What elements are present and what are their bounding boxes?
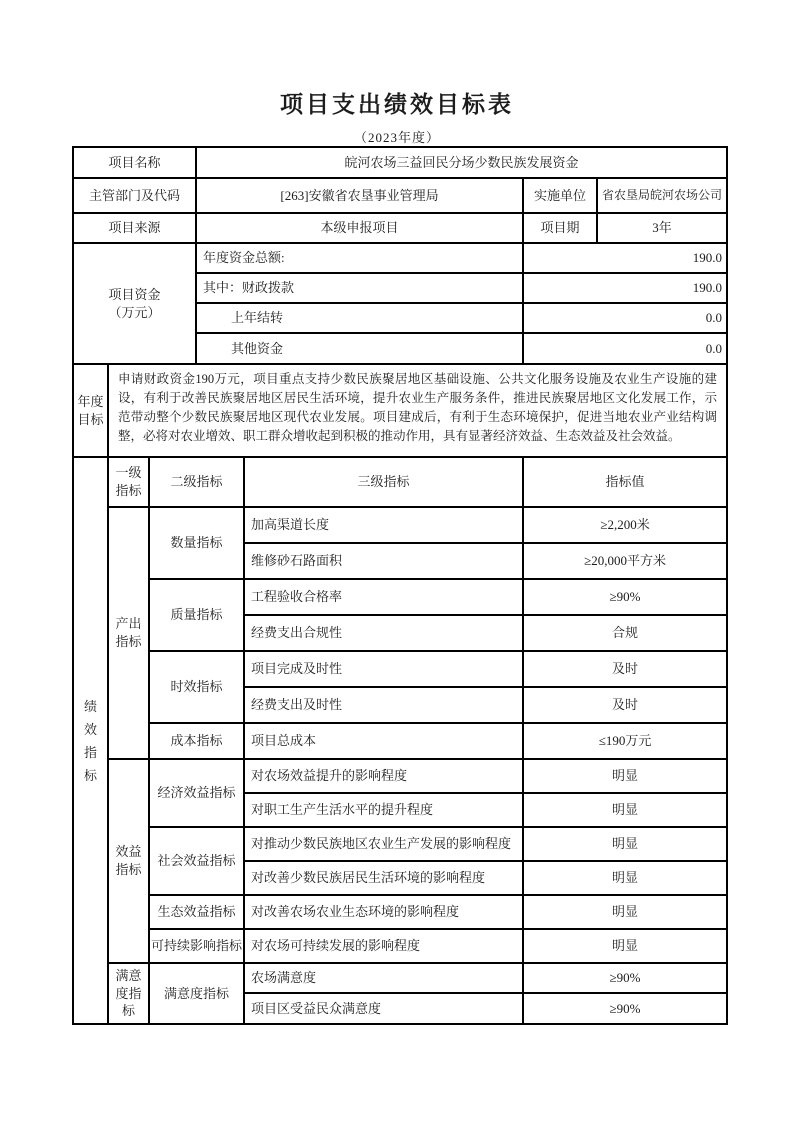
header-value: 指标值 (523, 457, 727, 507)
l1-group-output: 产出指标 (108, 507, 149, 759)
indicator-value: 明显 (523, 861, 727, 895)
indicator-value: ≥90% (523, 963, 727, 993)
funding-fiscal-label: 其中：财政拨款 (196, 273, 523, 303)
l1-group-benefit: 效益指标 (108, 759, 149, 963)
indicator-name: 对农场可持续发展的影响程度 (244, 929, 523, 963)
funding-total-label: 年度资金总额: (196, 243, 523, 273)
l2-group-cost: 成本指标 (149, 723, 244, 759)
funding-label-line2: （万元） (108, 304, 161, 320)
indicator-row (73, 651, 727, 687)
indicator-header-row (73, 457, 727, 507)
implementing-unit-value: 省农垦局皖河农场公司 (597, 178, 727, 213)
l2-group-social: 社会效益指标 (149, 827, 244, 895)
performance-target-table (72, 146, 728, 1025)
l2-group-quantity: 数量指标 (149, 507, 244, 579)
indicator-name: 经费支出合规性 (244, 615, 523, 651)
indicator-value: 明显 (523, 895, 727, 929)
header-level2: 二级指标 (149, 457, 244, 507)
project-period-label: 项目期 (523, 213, 597, 243)
info-row-department (73, 178, 727, 213)
indicator-value: ≤190万元 (523, 723, 727, 759)
funding-carryover-label: 上年结转 (196, 303, 523, 333)
funding-total-value: 190.0 (523, 243, 727, 273)
header-level1: 一级指标 (108, 457, 149, 507)
funding-row (73, 243, 727, 273)
project-period-value: 3年 (597, 213, 727, 243)
l2-group-economic: 经济效益指标 (149, 759, 244, 827)
indicator-name: 对职工生产生活水平的提升程度 (244, 793, 523, 827)
annual-goal-row (73, 364, 727, 457)
indicator-name: 农场满意度 (244, 963, 523, 993)
indicator-name: 项目完成及时性 (244, 651, 523, 687)
indicator-name: 加高渠道长度 (244, 507, 523, 543)
indicator-value: 及时 (523, 651, 727, 687)
indicator-name: 对推动少数民族地区农业生产发展的影响程度 (244, 827, 523, 861)
indicator-row (73, 827, 727, 861)
indicator-name: 维修砂石路面积 (244, 543, 523, 579)
l2-group-ecological: 生态效益指标 (149, 895, 244, 929)
indicator-row (73, 579, 727, 615)
info-row-source (73, 213, 727, 243)
indicator-value: 合规 (523, 615, 727, 651)
indicator-value: ≥20,000平方米 (523, 543, 727, 579)
page-title: 项目支出绩效目标表 (280, 91, 514, 117)
indicator-name: 对改善少数民族居民生活环境的影响程度 (244, 861, 523, 895)
performance-side-label (73, 457, 108, 1024)
indicator-row (73, 963, 727, 993)
l1-group-satisfaction: 满意度指标 (108, 963, 149, 1024)
page-subtitle: （2023年度） (353, 130, 440, 145)
indicator-name: 经费支出及时性 (244, 687, 523, 723)
performance-side-label-text: 绩效指标 (83, 698, 97, 783)
l2-group-satisfaction: 满意度指标 (149, 963, 244, 1024)
funding-carryover-value: 0.0 (523, 303, 727, 333)
funding-label-line1: 项目资金 (108, 286, 161, 302)
l2-group-quality: 质量指标 (149, 579, 244, 651)
indicator-value: ≥90% (523, 579, 727, 615)
indicator-name: 对改善农场农业生态环境的影响程度 (244, 895, 523, 929)
indicator-row (73, 507, 727, 543)
indicator-row (73, 723, 727, 759)
indicator-value: 明显 (523, 827, 727, 861)
indicator-name: 工程验收合格率 (244, 579, 523, 615)
implementing-unit-label: 实施单位 (523, 178, 597, 213)
funding-label (73, 243, 196, 364)
project-source-label: 项目来源 (73, 213, 196, 243)
l2-group-timeliness: 时效指标 (149, 651, 244, 723)
indicator-name: 项目总成本 (244, 723, 523, 759)
indicator-name: 项目区受益民众满意度 (244, 993, 523, 1024)
indicator-row (73, 759, 727, 793)
indicator-value: 明显 (523, 793, 727, 827)
project-name-label: 项目名称 (73, 147, 196, 178)
department-value: [263]安徽省农垦事业管理局 (196, 178, 523, 213)
indicator-value: ≥2,200米 (523, 507, 727, 543)
indicator-name: 对农场效益提升的影响程度 (244, 759, 523, 793)
funding-other-value: 0.0 (523, 333, 727, 364)
indicator-row (73, 895, 727, 929)
indicator-value: ≥90% (523, 993, 727, 1024)
annual-goal-label: 年度目标 (73, 364, 108, 457)
annual-goal-text: 申请财政资金190万元，项目重点支持少数民族聚居地区基础设施、公共文化服务设施及农业生产设施的建设，有利于改善民族聚居地区居民生活环境，提升农业生产服务条件，推进民族聚居地区文化发展工作，示范带动整个少数民族聚居地区现代农业发展。项目建成后，有利于生态环境保护，促进当地农业产业结构调整，必将对农业增效、职工群众增收起到积极的推动作用，具有显著经济效益、生态效益及社会效益。 (108, 364, 727, 457)
indicator-value: 及时 (523, 687, 727, 723)
department-label: 主管部门及代码 (73, 178, 196, 213)
indicator-value: 明显 (523, 929, 727, 963)
funding-fiscal-value: 190.0 (523, 273, 727, 303)
header-level3: 三级指标 (244, 457, 523, 507)
project-source-value: 本级申报项目 (196, 213, 523, 243)
funding-other-label: 其他资金 (196, 333, 523, 364)
info-row-project-name (73, 147, 727, 178)
indicator-row (73, 929, 727, 963)
l2-group-sustainability: 可持续影响指标 (149, 929, 244, 963)
indicator-value: 明显 (523, 759, 727, 793)
project-name-value: 皖河农场三益回民分场少数民族发展资金 (196, 147, 727, 178)
